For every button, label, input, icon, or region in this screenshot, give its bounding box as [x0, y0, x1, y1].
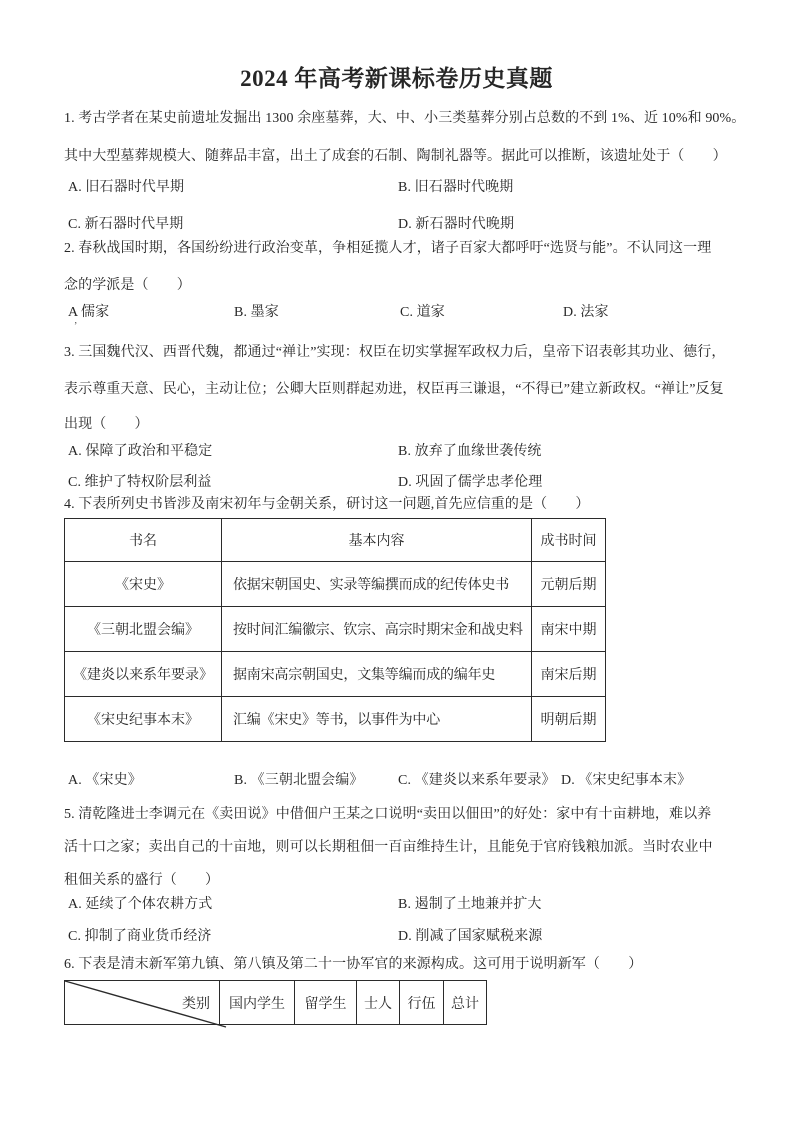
- table-row: [65, 607, 606, 652]
- question-5-option-c: C. 抑制了商业货币经济: [68, 929, 212, 944]
- scan-artifact-mark: ’: [74, 321, 78, 332]
- question-5-option-d: D. 削减了国家赋税来源: [398, 929, 543, 944]
- table-header-scholars: 士人: [357, 981, 400, 1025]
- question-2-option-a: A 儒家: [68, 305, 110, 320]
- question-3-stem-line-2: 表示尊重天意、民心，主动让位；公卿大臣则群起劝进，权臣再三谦退，“不得已”建立新政权。“禅让”反复: [64, 382, 724, 397]
- question-5-stem-line-1: 5. 清乾隆进士李调元在《卖田说》中借佃户王某之口说明“卖田以佃田”的好处：家中有十亩耕地，难以养: [64, 807, 712, 822]
- table-row: [65, 562, 606, 607]
- table-header-total: 总计: [444, 981, 487, 1025]
- diagonal-corner-cell: [65, 981, 220, 1025]
- question-3-option-c: C. 维护了特权阶层利益: [68, 475, 212, 490]
- question-1-stem-line-2: 其中大型墓葬规模大、随葬品丰富，出土了成套的石制、陶制礼器等。据此可以推断，该遗址处于（ ）: [64, 149, 727, 164]
- table-header-domestic-students: 国内学生: [220, 981, 295, 1025]
- table-header-book-name: 书名: [65, 519, 222, 562]
- table-cell-compile-time: 明朝后期: [532, 697, 606, 742]
- page-title: 2024 年高考新课标卷历史真题: [240, 66, 553, 91]
- question-5-stem-line-3: 租佃关系的盛行（ ）: [64, 873, 220, 888]
- corner-label: 类别: [182, 996, 210, 1012]
- table-cell-basic-content: 按时间汇编徽宗、钦宗、高宗时期宋金和战史料: [222, 607, 532, 652]
- question-3-stem-line-3: 出现（ ）: [64, 417, 149, 432]
- question-3-option-d: D. 巩固了儒学忠孝伦理: [398, 475, 543, 490]
- table-header-rank-and-file: 行伍: [400, 981, 444, 1025]
- question-1-option-a: A. 旧石器时代早期: [68, 180, 185, 195]
- table-header-row: [65, 981, 487, 1025]
- question-1-option-c: C. 新石器时代早期: [68, 217, 184, 232]
- question-1-option-d: D. 新石器时代晚期: [398, 217, 515, 232]
- question-4-option-c: C. 《建炎以来系年要录》: [398, 773, 556, 788]
- table-cell-basic-content: 据南宋高宗朝国史，文集等编而成的编年史: [222, 652, 532, 697]
- question-6-stem-line-1: 6. 下表是清末新军第九镇、第八镇及第二十一协军官的来源构成。这可用于说明新军（ ）: [64, 957, 643, 972]
- table-header-overseas-students: 留学生: [295, 981, 357, 1025]
- table-cell-book-name: 《建炎以来系年要录》: [65, 652, 222, 697]
- question-1-option-b: B. 旧石器时代晚期: [398, 180, 514, 195]
- question-5-option-b: B. 遏制了土地兼并扩大: [398, 897, 542, 912]
- table-cell-book-name: 《三朝北盟会编》: [65, 607, 222, 652]
- table-header-compile-time: 成书时间: [532, 519, 606, 562]
- table-row: [65, 697, 606, 742]
- table-cell-basic-content: 汇编《宋史》等书，以事件为中心: [222, 697, 532, 742]
- question-2-stem-line-2: 念的学派是（ ）: [64, 278, 191, 293]
- table-cell-compile-time: 南宋中期: [532, 607, 606, 652]
- new-army-officers-table: [64, 980, 487, 1025]
- table-header-row: [65, 519, 606, 562]
- table-cell-compile-time: 元朝后期: [532, 562, 606, 607]
- question-5-option-a: A. 延续了个体农耕方式: [68, 897, 213, 912]
- history-books-table: [64, 518, 606, 742]
- question-2-stem-line-1: 2. 春秋战国时期，各国纷纷进行政治变革，争相延揽人才，诸子百家大都呼吁“选贤与能”。不认同这一理: [64, 241, 712, 256]
- question-3-option-b: B. 放弃了血缘世袭传统: [398, 444, 542, 459]
- question-3-option-a: A. 保障了政治和平稳定: [68, 444, 213, 459]
- table-cell-book-name: 《宋史》: [65, 562, 222, 607]
- question-5-stem-line-2: 活十口之家；卖出自己的十亩地，则可以长期租佃一百亩维持生计，且能免于官府钱粮加派。当时农业中: [64, 840, 713, 855]
- question-4-stem-line-1: 4. 下表所列史书皆涉及南宋初年与金朝关系，研讨这一问题,首先应信重的是（ ）: [64, 497, 590, 512]
- table-cell-book-name: 《宋史纪事本末》: [65, 697, 222, 742]
- question-2-option-b: B. 墨家: [234, 305, 279, 320]
- question-1-stem-line-1: 1. 考古学者在某史前遗址发掘出 1300 余座墓葬，大、中、小三类墓葬分别占总数的不到 1%、近 10%和 90%。: [64, 111, 746, 126]
- question-4-option-a: A. 《宋史》: [68, 773, 142, 788]
- question-2-option-c: C. 道家: [400, 305, 445, 320]
- question-2-option-d: D. 法家: [563, 305, 609, 320]
- table-cell-compile-time: 南宋后期: [532, 652, 606, 697]
- table-header-basic-content: 基本内容: [222, 519, 532, 562]
- question-4-option-b: B. 《三朝北盟会编》: [234, 773, 364, 788]
- question-4-option-d: D. 《宋史纪事本末》: [561, 773, 692, 788]
- table-row: [65, 652, 606, 697]
- table-cell-basic-content: 依据宋朝国史、实录等编撰而成的纪传体史书: [222, 562, 532, 607]
- question-3-stem-line-1: 3. 三国魏代汉、西晋代魏，都通过“禅让”实现：权臣在切实掌握军政权力后，皇帝下诏表彰其功业、德行，: [64, 345, 726, 360]
